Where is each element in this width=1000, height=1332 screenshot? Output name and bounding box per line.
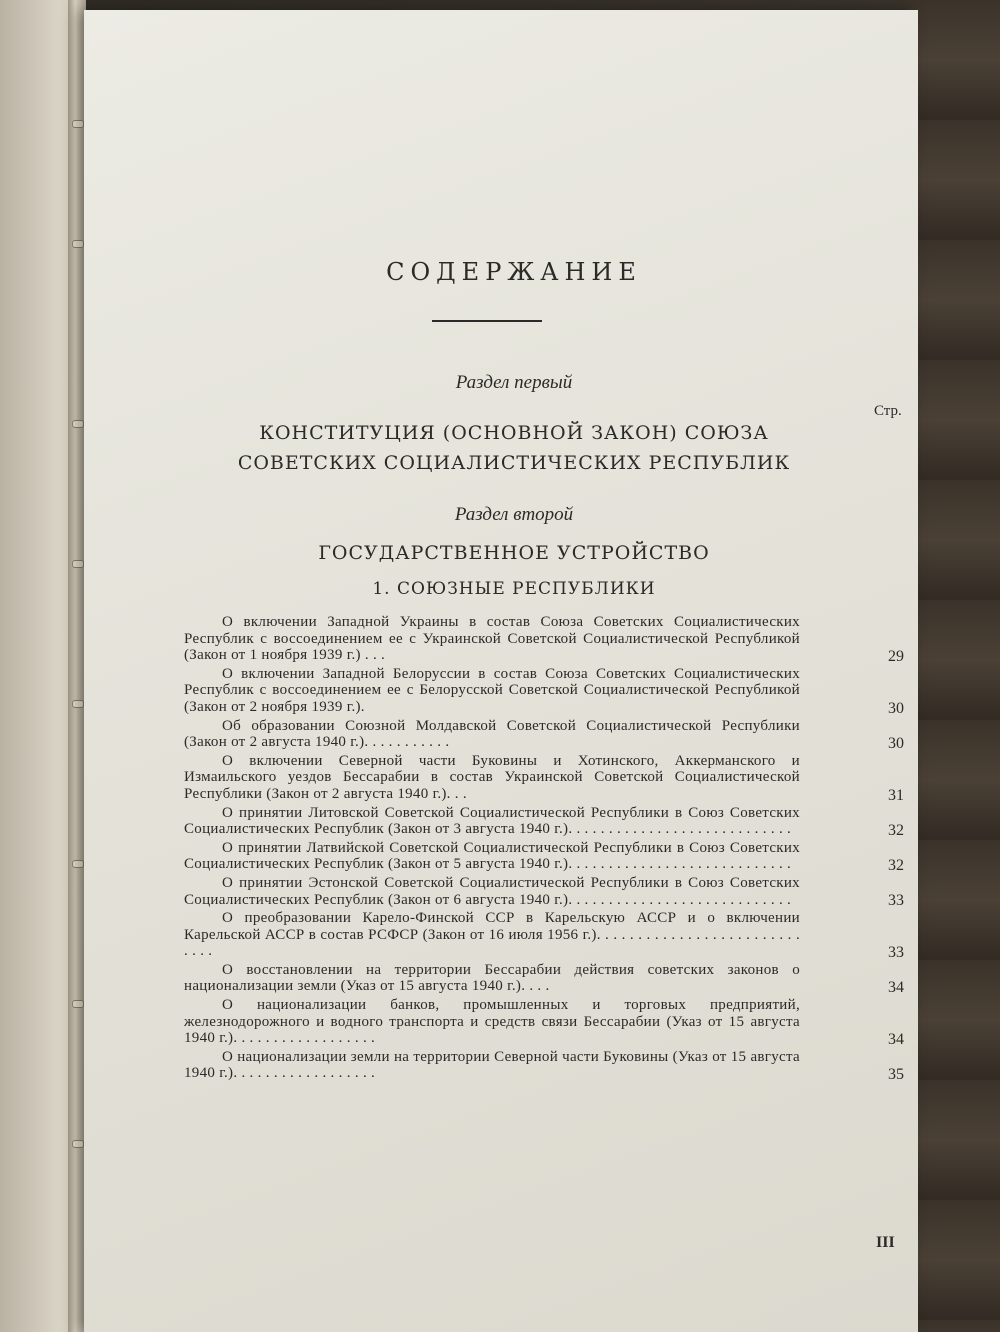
entry-text: Об образовании Союзной Молдавской Советской Социалистической Республики (Закон от 2 августа 1940 г.). . . . . . . . . . . (184, 717, 800, 751)
page-column-label: Стр. (874, 403, 902, 419)
page-folio: III (876, 1234, 895, 1251)
entry-page-number: 30 (888, 699, 904, 717)
entry-text: О национализации банков, промышленных и торговых предприятий, железнодорожного и водного транспорта и средств связи Бессарабии (Указ от 15 августа 1940 г.). . . . . . . . . . . . . . . . . . (184, 997, 800, 1047)
entry-text: О восстановлении на территории Бессарабии действия советских законов о национализации земли (Указ от 15 августа 1940 г.). . . . (184, 961, 800, 995)
contents-entry[interactable] (184, 718, 904, 751)
entry-page-number: 35 (888, 1066, 904, 1084)
heading-rule (432, 320, 542, 322)
contents-entry[interactable] (184, 614, 904, 664)
contents-entries (184, 614, 904, 1084)
section-one-title-line2: СОВЕТСКИХ СОЦИАЛИСТИЧЕСКИХ РЕСПУБЛИК (237, 452, 791, 474)
entry-page-number: 34 (888, 1030, 904, 1048)
contents-heading: СОДЕРЖАНИЕ (386, 258, 642, 286)
binding-stitch (72, 560, 84, 568)
contents-entry[interactable] (184, 1049, 904, 1082)
section-one-title (184, 418, 844, 478)
entry-page-number: 30 (888, 734, 904, 752)
entry-page-number: 33 (888, 943, 904, 961)
section-one-label: Раздел первый (455, 372, 573, 393)
entry-page-number: 32 (888, 856, 904, 874)
book-page (84, 10, 918, 1332)
entry-text: О принятии Эстонской Советской Социалистической Республики в Союз Советских Социалистических Республик (Закон от 6 августа 1940 г.). . . . . . . . . . . . . . . . . . . . . . . . . . . . (184, 874, 800, 908)
entry-page-number: 34 (888, 979, 904, 997)
entry-text: О включении Западной Белоруссии в состав Союза Советских Социалистических Республик с воссоединением ее с Белорусской Советской Социалистической Республикой (Закон от 2 ноября 1939 г.). (184, 665, 800, 715)
binding-stitch (72, 240, 84, 248)
entry-page-number: 31 (888, 786, 904, 804)
contents-entry[interactable] (184, 805, 904, 838)
entry-text: О преобразовании Карело-Финской ССР в Карельскую АССР и о включении Карельской АССР в состав РСФСР (Закон от 16 июля 1956 г.). . . . . . . . . . . . . . . . . . . . . . . . . . . . . (184, 910, 800, 960)
contents-entry[interactable] (184, 997, 904, 1047)
table-surface (910, 0, 1000, 1332)
binding-stitch (72, 700, 84, 708)
section-two-label: Раздел второй (454, 504, 574, 525)
entry-page-number: 32 (888, 821, 904, 839)
entry-page-number: 33 (888, 892, 904, 910)
section-one-title-line1: КОНСТИТУЦИЯ (ОСНОВНОЙ ЗАКОН) СОЮЗА (259, 422, 769, 444)
entry-text: О национализации земли на территории Северной части Буковины (Указ от 15 августа 1940 г.). . . . . . . . . . . . . . . . . . (184, 1048, 800, 1082)
contents-entry[interactable] (184, 875, 904, 908)
contents-entry[interactable] (184, 910, 904, 960)
binding-stitch (72, 120, 84, 128)
binding-stitch (72, 860, 84, 868)
contents-entry[interactable] (184, 962, 904, 995)
entry-text: О принятии Литовской Советской Социалистической Республики в Союз Советских Социалистических Республик (Закон от 3 августа 1940 г.). . . . . . . . . . . . . . . . . . . . . . . . . . . . (184, 804, 800, 838)
binding-stitch (72, 420, 84, 428)
entry-text: О принятии Латвийской Советской Социалистической Республики в Союз Советских Социалистических Республик (Закон от 5 августа 1940 г.). . . . . . . . . . . . . . . . . . . . . . . . . . . . (184, 839, 800, 873)
entry-page-number: 29 (888, 647, 904, 665)
entry-text: О включении Северной части Буковины и Хотинского, Аккерманского и Измаильского уездов Бессарабии в состав Украинской Советской Социалистической Республики (Закон от 2 августа 1940 г.). . . (184, 752, 800, 802)
section-two-title: ГОСУДАРСТВЕННОЕ УСТРОЙСТВО (318, 542, 710, 564)
entry-text: О включении Западной Украины в состав Союза Советских Социалистических Республик с воссоединением ее с Украинской Советской Социалистической Республикой (Закон от 1 ноября 1939 г.) . . . (184, 614, 800, 664)
contents-entry[interactable] (184, 666, 904, 716)
contents-entry[interactable] (184, 753, 904, 803)
binding-stitch (72, 1140, 84, 1148)
contents-entry[interactable] (184, 840, 904, 873)
subsection-title: 1. СОЮЗНЫЕ РЕСПУБЛИКИ (372, 579, 656, 599)
binding-stitch (72, 1000, 84, 1008)
